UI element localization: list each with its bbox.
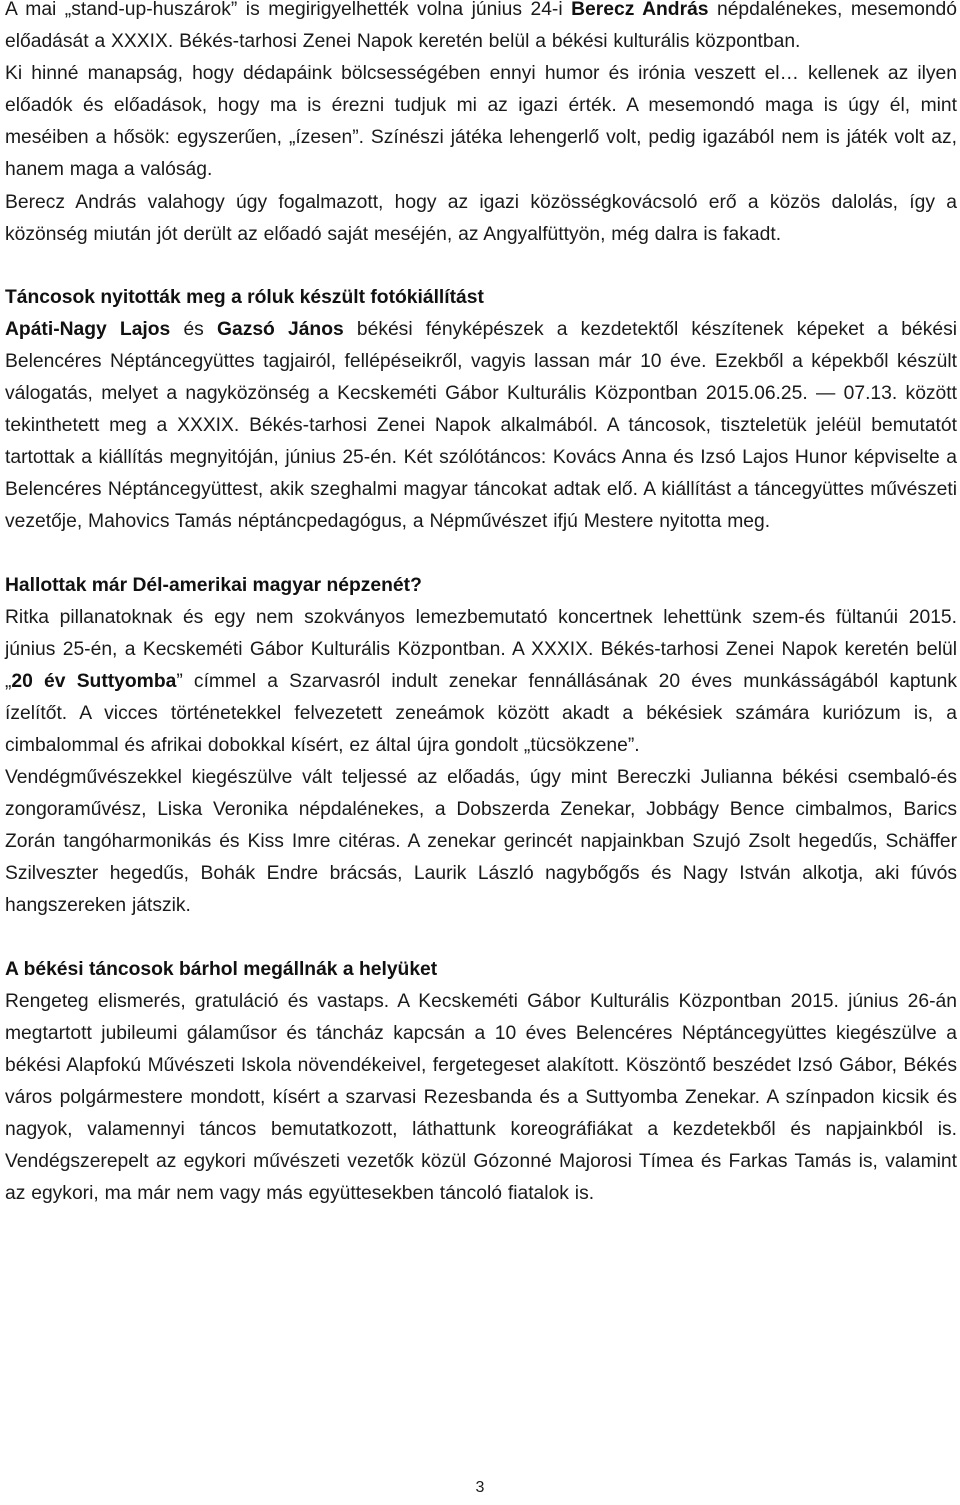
bold-album-title: 20 év Suttyomba bbox=[11, 670, 177, 692]
text-run: békési fényképészek a kezdetektől készítenek képeket a békési Belencéres Néptáncegyüttes tagjairól, fellépéseikről, vagyis lassan már 10 éve. Ezekből a képekből készült válogatás, melyet a nagyközönség a Kecskeméti Gábor Kulturális Központban 2015.06.25. — 07.13. között tekinthetett meg a XXXIX. Békés-tarhosi Zenei Napok alkalmából. A táncosok, tiszteletük jeléül bemutatót tartottak a kiállítás megnyitóján, június 25-én. Két szólótáncos: Kovács Anna és Izsó Lajos Hunor képviselte a Belencéres Néptáncegyüttest, akik szeghalmi magyar táncokat adtak elő. A kiállítást a táncegyüttes művészeti vezetője, Mahovics Tamás néptáncpedagógus, a Népművészet ifjú Mestere nyitotta meg. bbox=[5, 318, 957, 533]
text-run: ” címmel a Szarvasról indult zenekar fennállásának 20 éves munkásságából kaptunk ízelítőt. A vicces történetekkel felvezetett zeneámok között akadt a békésiek számára kuriózum is, a cimbalommal és afrikai dobokkal kísért, ez által újra gondolt „tücsökzene”. bbox=[5, 670, 957, 756]
text-run: és bbox=[170, 318, 217, 340]
paragraph-berecz-intro bbox=[5, 0, 957, 58]
heading-south-american-music: Hallottak már Dél-amerikai magyar népzenét? bbox=[5, 574, 422, 596]
bold-name-berecz: Berecz András bbox=[571, 0, 709, 20]
bold-name-apati-nagy: Apáti-Nagy Lajos bbox=[5, 318, 171, 340]
text-run: A mai „stand-up-huszárok” is megirigyelhették volna június 24-i bbox=[5, 0, 572, 20]
paragraph-humor: Ki hinné manapság, hogy dédapáink bölcsességében ennyi humor és irónia veszett el… kellenek az ilyen előadók és előadások, hogy ma is érezni tudjuk mi az igazi érték. A mesemondó maga is úgy él, mint meséiben a hősök: egyszerűen, „ízesen”. Színészi játéka lehengerlő volt, pedig igazából nem is játék volt az, hanem maga a valóság. bbox=[5, 63, 957, 181]
paragraph-guest-artists: Vendégművészekkel kiegészülve vált teljessé az előadás, úgy mint Bereczki Julianna békési csembaló-és zongoraművész, Liska Veronika népdalénekes, a Dobszerda Zenekar, Jobbágy Bence cimbalmos, Barics Zorán tangóharmonikás és Kiss Imre citéras. A zenekar gerincét napjainkban Szujó Zsolt hegedűs, Schäffer Szilveszter hegedűs, Bohák Endre brácsás, Laurik László nagybőgős és Nagy István alkotja, aki fúvós hangszereken játszik. bbox=[5, 767, 957, 917]
spacer bbox=[5, 539, 957, 570]
document-page bbox=[5, 0, 957, 1210]
paragraph-gala: Rengeteg elismerés, gratuláció és vastaps. A Kecskeméti Gábor Kulturális Központban 2015. június 26-án megtartott jubileumi gálaműsor és táncház kapcsán a 10 éves Belencéres Néptáncegyüttes kiegészülve a békési Alapfokú Művészeti Iskola növendékeivel, fergetegeset alakított. Köszöntő beszédet Izsó Gábor, Békés város polgármestere mondott, kísért a szarvasi Rezesbanda és a Suttyomba Zenekar. A színpadon kicsik és nagyok, valamennyi táncos bemutatkozott, láthattunk koreográfiákat a kezdetekből és napjainkból is. Vendégszerepelt az egykori művészeti vezetők közül Gózonné Majorosi Tímea és Farkas Tamás is, valamint az egykori, ma már nem vagy más együttesekben táncoló fiatalok is. bbox=[5, 990, 957, 1205]
paragraph-photo-exhibition bbox=[5, 314, 957, 539]
spacer bbox=[5, 923, 957, 954]
paragraph-suttyomba bbox=[5, 602, 957, 762]
paragraph-community-singing: Berecz András valahogy úgy fogalmazott, hogy az igazi közösségkovácsoló erő a közös dalolás, így a közönség miután jót derült az előadó saját meséjén, az Angyalfüttyön, még dalra is fakadt. bbox=[5, 191, 957, 245]
bold-name-gazso: Gazsó János bbox=[216, 318, 344, 340]
heading-photo-exhibition: Táncosok nyitották meg a róluk készült fotókiállítást bbox=[5, 286, 484, 308]
text-run: Ritka pillanatoknak és egy nem szokványos lemezbemutató koncertnek lehettünk szem-és fültanúi 2015. június 25-én, a Kecskeméti Gábor Kulturális Központban. A XXXIX. Békés-tarhosi Zenei Napok keretén belül „ bbox=[5, 606, 957, 692]
text-run: népdalénekes, mesemondó előadását a XXXIX. Békés-tarhosi Zenei Napok keretén belül a békési kulturális központban. bbox=[5, 0, 957, 53]
heading-dancers: A békési táncosok bárhol megállnák a helyüket bbox=[5, 958, 438, 980]
page-number: 3 bbox=[475, 1479, 485, 1496]
spacer bbox=[5, 251, 957, 282]
